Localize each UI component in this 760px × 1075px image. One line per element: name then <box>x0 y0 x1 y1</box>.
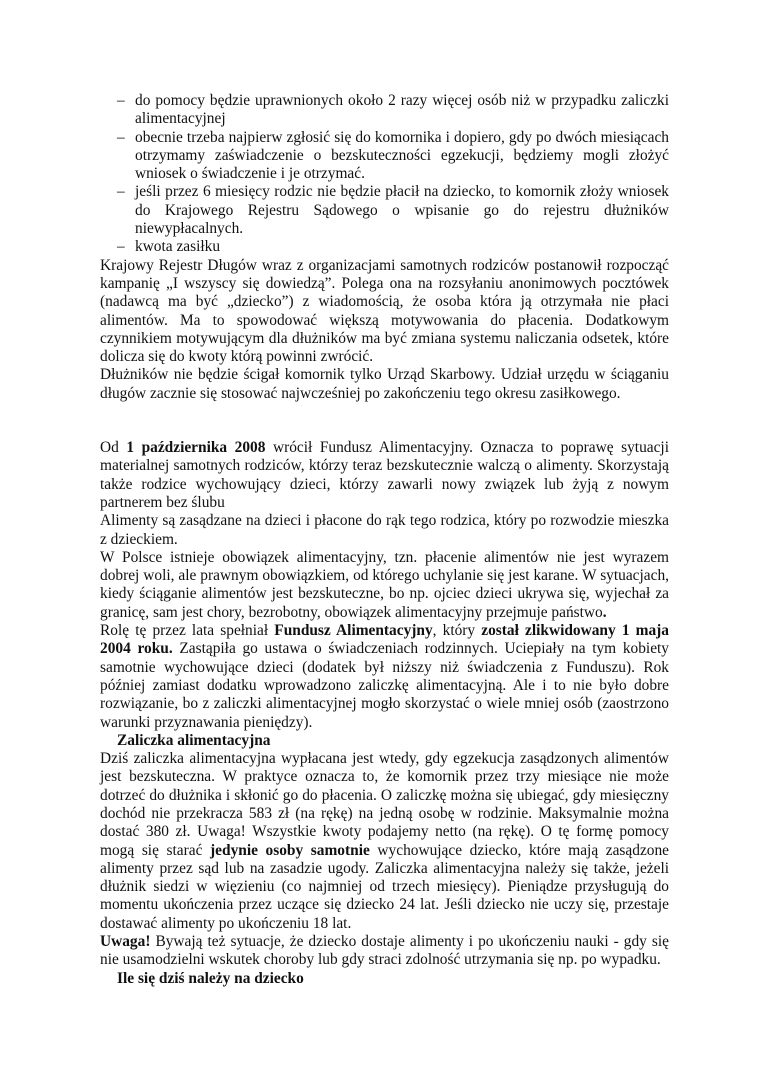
list-item-text: jeśli przez 6 miesięcy rodzic nie będzie płacił na dziecko, to komornik złoży wniosek do Krajowego Rejestru Sądowego o wpisanie go do rejestru dłużników niewypłacalnych. <box>135 183 669 238</box>
paragraph-alimenty-text: Alimenty są zasądzane na dzieci i płacone do rąk tego rodzica, który po rozwodzie mieszka z dzieckiem. <box>100 512 669 548</box>
list-item-text: obecnie trzeba najpierw zgłosić się do komornika i dopiero, gdy po dwóch miesiącach otrzymamy zaświadczenie o bezskuteczności egzekucji, będziemy mogli złożyć wniosek o świadczenie i je otrzymać. <box>135 128 669 183</box>
list-item <box>117 238 669 256</box>
paragraph-uwaga <box>100 933 669 970</box>
heading-ile: Ile się dziś należy na dziecko <box>117 969 304 987</box>
paragraph-alimenty <box>100 512 669 549</box>
bold-jedynie: jedynie osoby samotnie <box>210 841 370 859</box>
text-run: , który <box>432 622 482 640</box>
document-page <box>100 92 670 988</box>
text-run: wychowujące dziecko, które mają zasądzone alimenty przez sąd lub na zasadzie ugody. Zaliczka alimentacyjna należy się także, jeżeli dłużnik siedzi w więzieniu (co najmniej od trzech miesięcy). Pieniądze przysługują do momentu ukończenia przez uczące się dziecko 24 lat. Jeśli dziecko nie uczy się, przestaje dostawać alimenty po ukończeniu 18 lat. <box>100 841 670 932</box>
list-item <box>117 129 669 184</box>
list-item-text: kwota zasiłku <box>135 238 221 256</box>
paragraph-krd <box>100 257 669 367</box>
dash-bullet: – <box>117 128 125 146</box>
paragraph-role <box>100 622 669 732</box>
text-run: Od <box>100 439 127 457</box>
text-run: W Polsce istnieje obowiązek alimentacyjny, tzn. płacenie alimentów nie jest wyrazem dobrej woli, ale prawnym obowiązkiem, od którego uchylanie się jest karane. W sytuacjach, kiedy ściąganie alimentów jest bezskuteczne, bo np. ojciec dzieci ukrywa się, wyjechał za granicę, sam jest chory, bezrobotny, obowiązek alimentacyjny przejmuje państwo <box>100 548 669 621</box>
bold-uwaga: Uwaga! <box>100 933 151 951</box>
dash-bullet: – <box>117 183 125 201</box>
text-run: Bywają też sytuacje, że dziecko dostaje alimenty i po ukończeniu nauki - gdy się nie usamodzielni wskutek choroby lub gdy straci zdolność utrzymania się np. po wypadku. <box>100 933 669 969</box>
bold-period: . <box>602 603 607 621</box>
text-run: Zastąpiła go ustawa o świadczeniach rodzinnych. Uciepiały na tym kobiety samotnie wychowujące dzieci (dodatek był niższy niż świadczenia z Funduszu). Rok później zamiast dodatku wprowadzono zaliczkę alimentacyjną. Ale i to nie było dobre rozwiązanie, bo z zaliczki alimentacyjnej mogło skorzystać o wiele mniej osób (zaostrzono warunki przyznawania pieniędzy). <box>100 640 669 731</box>
list-item-text: do pomocy będzie uprawnionych około 2 razy więcej osób niż w przypadku zaliczki alimentacyjnej <box>135 92 669 128</box>
heading-zaliczka: Zaliczka alimentacyjna <box>117 731 271 749</box>
text-run: Rolę tę przez lata spełniał <box>100 622 275 640</box>
bold-zlikwidowany: został zlikwidowany 1 maja 2004 roku. <box>100 622 670 658</box>
list-item <box>117 183 669 238</box>
paragraph-dzis <box>100 750 669 933</box>
bold-date: 1 października 2008 <box>126 439 266 457</box>
paragraph-dluznikow-text: Dłużników nie będzie ścigał komornik tylko Urząd Skarbowy. Udział urzędu w ściąganiu długów zacznie się stosować najwcześniej po zakończeniu tego okresu zasiłkowego. <box>100 366 669 402</box>
paragraph-polska <box>100 549 669 622</box>
dash-bullet: – <box>117 92 125 109</box>
bold-fundusz: Fundusz Alimentacyjny <box>274 622 433 640</box>
bullet-list <box>117 92 669 257</box>
text-run: Dziś zaliczka alimentacyjna wypłacana jest wtedy, gdy egzekucja zasądzonych alimentów jest bezskuteczna. W praktyce oznacza to, że komornik przez trzy miesiące nie może dotrzeć do dłużnika i skłonić go do płacenia. O zaliczkę można się ubiegać, gdy miesięczny dochód nie przekracza 583 zł (na rękę) na jedną osobę w rodzinie. Maksymalnie można dostać 380 zł. Uwaga! Wszystkie kwoty podajemy netto (na rękę). O tę formę pomocy mogą się starać <box>100 750 669 859</box>
paragraph-od <box>100 439 669 512</box>
text-run: wrócił Fundusz Alimentacyjny. Oznacza to poprawę sytuacji materialnej samotnych rodziców, którzy teraz bezskutecznie walczą o alimenty. Skorzystają także rodzice wychowujący dzieci, którzy zawarli nowy związek lub żyją z nowym partnerem bez ślubu <box>100 439 669 511</box>
paragraph-krd-text: Krajowy Rejestr Długów wraz z organizacjami samotnych rodziców postanowił rozpocząć kampanię „I wszyscy się dowiedzą”. Polega ona na rozsyłaniu anonimowych pocztówek (nadawcą ma być „dziecko”) z wiadomością, że osoba która ją otrzymała nie płaci alimentów. Ma to spowodować większą motywowania do płacenia. Dodatkowym czynnikiem motywującym dla dłużników ma być zmiana systemu naliczania odsetek, które dolicza się do kwoty którą powinni zwrócić. <box>100 256 669 366</box>
section-spacer <box>117 403 669 439</box>
paragraph-dluznikow <box>100 366 669 403</box>
dash-bullet: – <box>117 238 125 256</box>
list-item <box>117 92 669 129</box>
